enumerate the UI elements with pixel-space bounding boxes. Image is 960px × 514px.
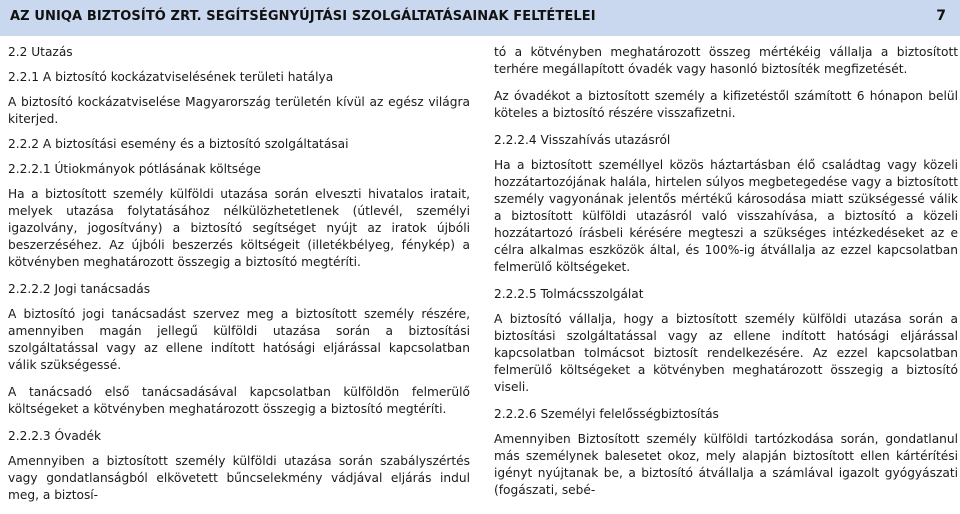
paragraph-2-2-2-2b: A tanácsadó első tanácsadásával kapcsolatban külföldön felmerülő költségeket a kötvényben meghatározott összegig a biztosító megtéríti. [8,385,470,416]
section-heading-2-2-2-6: 2.2.2.6 Személyi felelősségbiztosítás [494,407,719,421]
right-column [494,44,958,509]
section-heading-2-2-1: 2.2.1 A biztosító kockázatviselésének területi hatálya [8,70,334,84]
section-heading-2-2-2-3: 2.2.2.3 Óvadék [8,429,102,443]
paragraph-continued-2: Az óvadékot a biztosított személy a kifizetéstől számított 6 hónapon belül köteles a biztosító részére visszafizetni. [494,89,958,120]
paragraph-2-2-1: A biztosító kockázatviselése Magyarország területén kívül az egész világra kiterjed. [8,95,470,126]
paragraph-2-2-2-2a: A biztosító jogi tanácsadást szervez meg a biztosított személy részére, amennyiben magán jellegű külföldi utazása során a biztosítási szolgáltatással vagy az ellene indított hatósági eljárással kapcsolatban válik szükségessé. [8,307,470,372]
section-heading-2-2-2-2: 2.2.2.2 Jogi tanácsadás [8,282,151,296]
paragraph-2-2-2-6: Amennyiben Biztosított személy külföldi tartózkodása során, gondatlanul más személynek balesetet okoz, mely alapján biztosított ellen kártérítési igényt nyújtanak be, a biztosító átvállalja a számlával igazolt gyógyászati (fogászati, sebé- [494,432,958,497]
page-header [0,0,960,36]
section-heading-2-2-2-4: 2.2.2.4 Visszahívás utazásról [494,133,671,147]
section-heading-2-2-2-1: 2.2.2.1 Útiokmányok pótlásának költsége [8,162,261,176]
paragraph-continued: tó a kötvényben meghatározott összeg mértékéig vállalja a biztosított terhére megállapított óvadék vagy hasonló biztosíték megfizetését. [494,45,958,76]
section-heading-2-2-2-5: 2.2.2.5 Tolmácsszolgálat [494,287,644,301]
section-heading-2-2-2: 2.2.2 A biztosítási esemény és a biztosító szolgáltatásai [8,137,349,151]
page-number: 7 [936,8,946,24]
left-column [8,44,470,514]
paragraph-2-2-2-4: Ha a biztosított személlyel közös háztartásban élő családtag vagy közeli hozzátartozójának halála, hirtelen súlyos megbetegedése vagy a biztosított személy vagyonának jelentős mértékű károsodása miatt szükségessé válik a biztosított külföldi utazásról való visszahívása, a biztosító a közeli hozzátartozó írásbeli kérésére megteszi a szükséges intézkedéseket az e célra alkalmas eszközök által, és 100%-ig átvállalja az ezzel kapcsolatban felmerülő költségeket. [494,158,958,274]
paragraph-2-2-2-1: Ha a biztosított személy külföldi utazása során elveszti hivatalos iratait, melyek utazása folytatásához nélkülözhetetlenek (útlevél, személyi igazolvány, jogosítvány) a biztosító segítséget nyújt az iratok újbóli beszerzéséhez. Az újbóli beszerzés költségeit (illetékbélyeg, fénykép) a kötvényben meghatározott összegig a biztosító megtéríti. [8,187,470,269]
document-title: AZ UNIQA BIZTOSÍTÓ ZRT. SEGÍTSÉGNYÚJTÁSI SZOLGÁLTATÁSAINAK FELTÉTELEI [10,9,596,24]
paragraph-2-2-2-3: Amennyiben a biztosított személy külföldi utazása során szabályszértés vagy gondatlanságból elkövetett bűncselekmény vádjával eljárás indul meg, a biztosí- [8,454,470,502]
paragraph-2-2-2-5: A biztosító vállalja, hogy a biztosított személy külföldi utazása során a biztosítási szolgáltatással vagy az ellene indított hatósági eljárással kapcsolatban tolmácsot biztosít rendelkezésére. Az ezzel kapcsolatban felmerülő költségeket a kötvényben meghatározott összegig a biztosító viseli. [494,312,958,394]
section-heading-2-2: 2.2 Utazás [8,45,73,59]
